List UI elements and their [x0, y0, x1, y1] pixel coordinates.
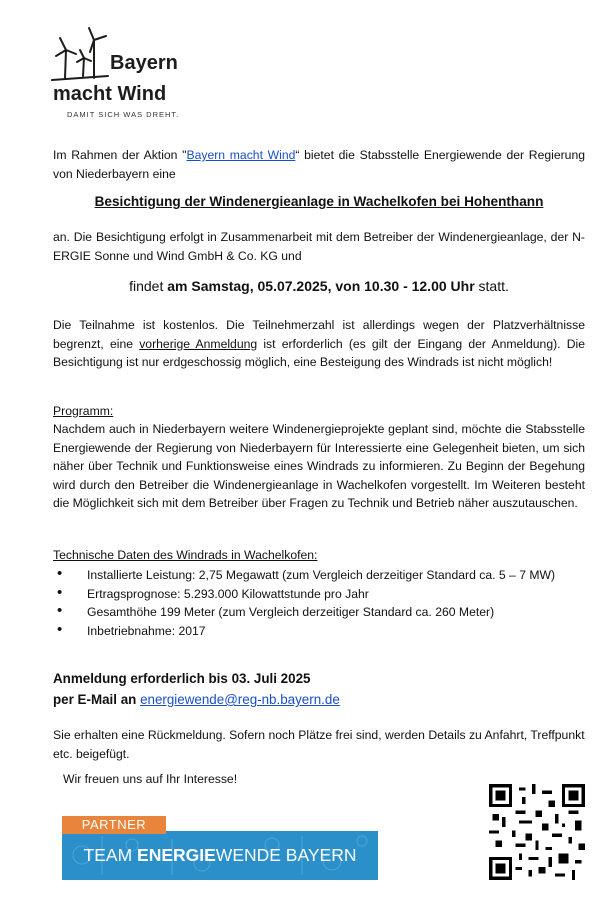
closing-text: Wir freuen uns auf Ihr Interesse!: [63, 772, 238, 786]
tech-heading: Technische Daten des Windrads in Wachelkofen:: [53, 548, 318, 562]
participation-paragraph: Die Teilnahme ist kostenlos. Die Teilnehmerzahl ist allerdings wegen der Platzverhältnisse begrenzt, eine vorherige Anmeldung ist erforderlich (es gilt der Eingang der Anmeldung). Die Besichtigung ist nur erdgeschossig möglich, eine Besteigung des Windrads ist nicht möglich!: [53, 318, 585, 369]
event-date-bold: am Samstag, 05.07.2025, von 10.30 - 12.00 Uhr: [167, 278, 475, 294]
registration-block: [53, 668, 340, 710]
list-item: • Installierte Leistung: 2,75 Megawatt (zum Vergleich derzeitiger Standard ca. 5 – 7 MW): [53, 566, 593, 585]
list-item: • Gesamthöhe 199 Meter (zum Vergleich derzeitiger Standard ca. 260 Meter): [53, 603, 593, 622]
wind-turbine-icon: [50, 26, 110, 82]
partner-label: PARTNER: [62, 816, 166, 834]
registration-required-text: vorherige Anmeldung: [139, 336, 258, 351]
email-link[interactable]: energiewende@reg-nb.bayern.de: [140, 692, 340, 707]
logo-line-1: Bayern: [110, 52, 178, 74]
registration-deadline: Anmeldung erforderlich bis 03. Juli 2025: [53, 671, 311, 686]
team-energiewende-banner: [62, 816, 378, 880]
list-item: • Inbetriebnahme: 2017: [53, 622, 593, 641]
logo-tagline: DAMIT SICH WAS DREHT.: [67, 110, 180, 119]
team-energiewende-label: TEAM ENERGIEWENDE BAYERN: [62, 831, 378, 880]
cooperation-paragraph: an. Die Besichtigung erfolgt in Zusammenarbeit mit dem Betreiber der Windenergieanlage, der N-ERGIE Sonne und Wind GmbH & Co. KG und: [53, 230, 585, 263]
intro-paragraph: Im Rahmen der Aktion "Bayern macht Wind“ bietet die Stabsstelle Energiewende der Regierung von Niederbayern eine: [53, 148, 586, 181]
event-title: Besichtigung der Windenergieanlage in Wachelkofen bei Hohenthann: [94, 194, 544, 209]
bayern-macht-wind-logo: [50, 26, 210, 126]
qr-code[interactable]: [489, 784, 585, 880]
registration-email-line: per E-Mail an energiewende@reg-nb.bayern.de: [53, 692, 340, 707]
event-date: findet am Samstag, 05.07.2025, von 10.30 - 12.00 Uhr statt.: [129, 278, 509, 294]
programm-text: Nachdem auch in Niederbayern weitere Windenergieprojekte geplant sind, möchte die Stabsstelle Energiewende der Regierung von Niederbayern für Interessierte eine Gelegenheit bieten, um sich näher über Technik und Funktionsweise eines Windrads zu informieren. Zu Beginn der Begehung wird durch den Betreiber die Windenergieanlage in Wachelkofen vorgestellt. Im Weiteren besteht die Möglichkeit sich mit dem Betreiber über Fragen zu Technik und Betrieb näher auszutauschen.: [53, 422, 585, 510]
programm-heading: Programm:: [53, 404, 114, 418]
tech-data-list: [53, 566, 593, 640]
response-paragraph: Sie erhalten eine Rückmeldung. Sofern noch Plätze frei sind, werden Details zu Anfahrt, Treffpunkt etc. beigefügt.: [53, 728, 585, 761]
logo-line-2: macht Wind: [53, 83, 167, 105]
bayern-macht-wind-link[interactable]: Bayern macht Wind: [186, 148, 296, 162]
list-item: • Ertragsprognose: 5.293.000 Kilowattstunde pro Jahr: [53, 585, 593, 604]
